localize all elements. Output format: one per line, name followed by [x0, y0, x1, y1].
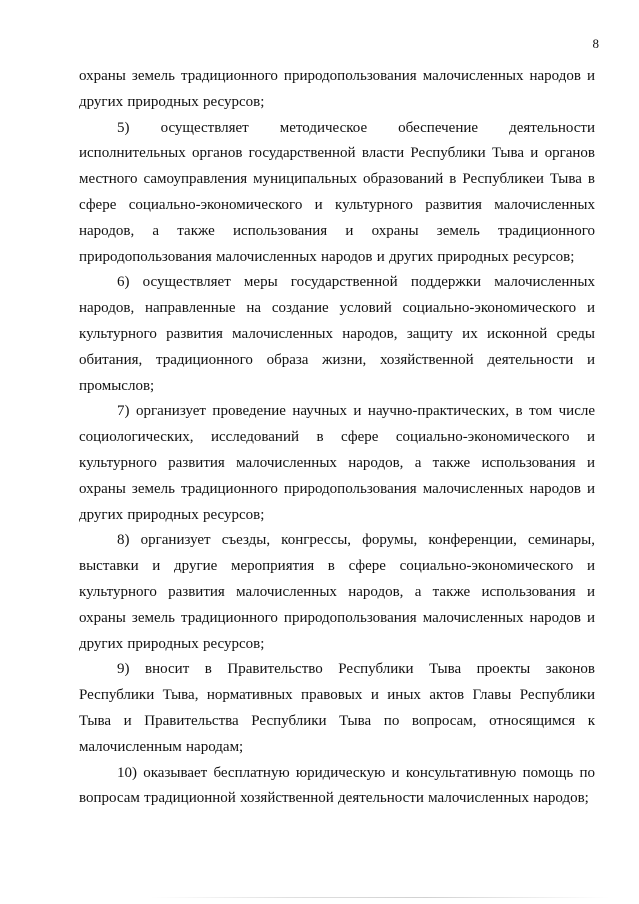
paragraph-continuation: охраны земель традиционного природопользования малочисленных народов и других природных ресурсов;	[79, 68, 595, 110]
paragraph-item-6: 6) осуществляет меры государственной поддержки малочисленных народов, направленные на создание условий социально-экономического и культурного развития малочисленных народов, защиту их исконной среды обитания, традиционного образа жизни, хозяйственной деятельности и промыслов;	[79, 274, 595, 394]
document-body	[79, 64, 595, 812]
paragraph-item-7: 7) организует проведение научных и научно-практических, в том числе социологических, исследований в сфере социально-экономического и культурного развития малочисленных народов, а также использования и охраны земель традиционного природопользования малочисленных народов и других природных ресурсов;	[79, 403, 595, 523]
paragraph-item-9: 9) вносит в Правительство Республики Тыва проекты законов Республики Тыва, нормативных правовых и иных актов Главы Республики Тыва и Правительства Республики Тыва по вопросам, относящимся к малочисленным народам;	[79, 661, 595, 755]
paragraph-item-8: 8) организует съезды, конгрессы, форумы, конференции, семинары, выставки и другие мероприятия в сфере социально-экономического и культурного развития малочисленных народов, а также использования и охраны земель традиционного природопользования малочисленных народов и других природных ресурсов;	[79, 532, 595, 652]
paragraph-item-10: 10) оказывает бесплатную юридическую и консультативную помощь по вопросам традиционной хозяйственной деятельности малочисленных народов;	[79, 764, 595, 807]
paragraph-item-5: 5) осуществляет методическое обеспечение деятельности исполнительных органов государственной власти Республики Тыва и органов местного самоуправления муниципальных образований в Республикеи Тыва в сфере социально-экономического и культурного развития малочисленных народов, а также использования и охраны земель традиционного природопользования малочисленных народов и других природных ресурсов;	[79, 119, 595, 265]
page-number: 8	[592, 36, 599, 51]
scan-edge-line	[150, 897, 610, 898]
